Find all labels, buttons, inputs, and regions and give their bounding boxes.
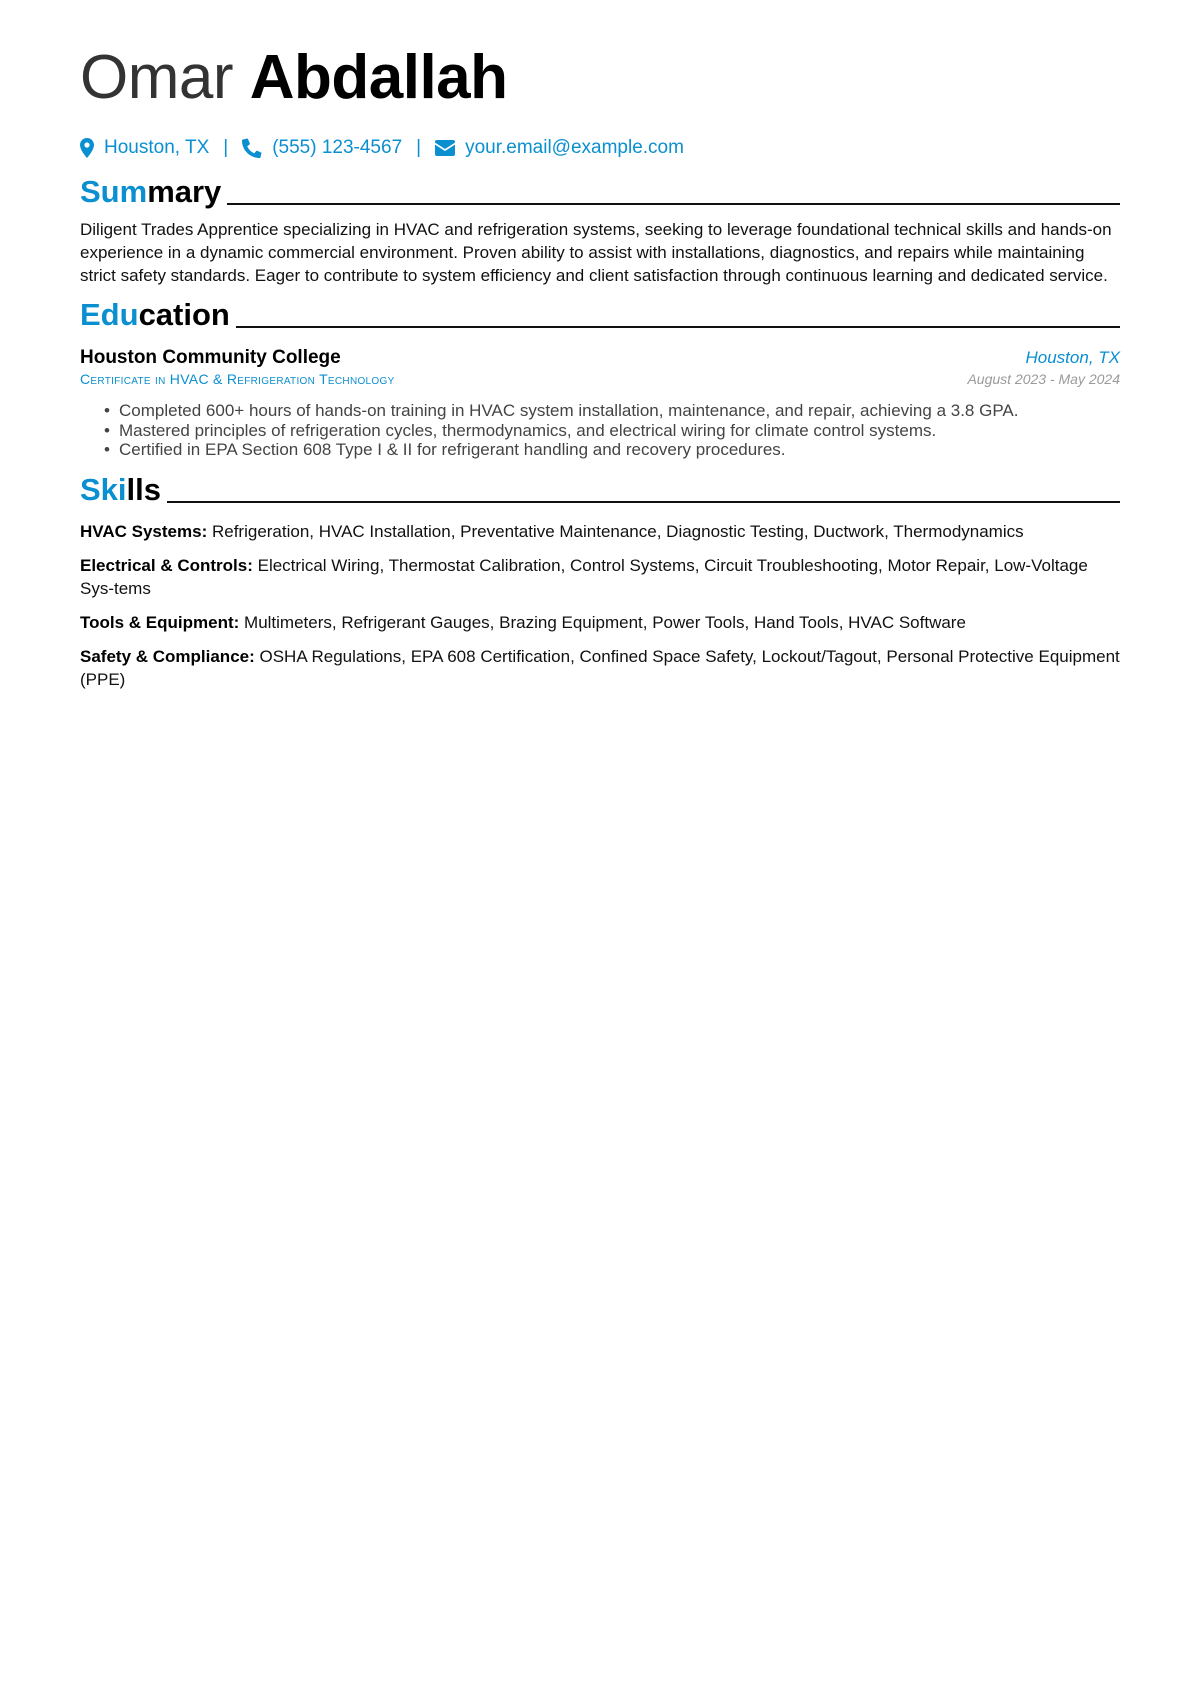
education-heading [80, 293, 1120, 333]
section-title-accent: Sum [80, 174, 148, 209]
skills-heading [80, 468, 1120, 508]
bullet-dot: • [104, 401, 110, 420]
skill-category: HVAC Systems: [80, 521, 208, 541]
skill-category: Tools & Equipment: [80, 612, 240, 632]
education-row-secondary [80, 371, 1120, 387]
skill-values: Multimeters, Refrigerant Gauges, Brazing Equipment, Power Tools, Hand Tools, HVAC Software [244, 612, 966, 632]
section-rule [167, 501, 1120, 503]
section-rule [227, 203, 1120, 205]
section-title [80, 297, 230, 333]
section-title-rest: cation [138, 297, 230, 332]
skill-values: Electrical Wiring, Thermostat Calibration, Control Systems, Circuit Troubleshooting, Motor Repair, Low-Voltage Sys-tems [80, 555, 1088, 598]
list-item [104, 401, 1120, 421]
school-name: Houston Community College [80, 347, 341, 368]
skill-category: Safety & Compliance: [80, 646, 255, 666]
section-title [80, 174, 221, 210]
education-row-primary [80, 347, 1120, 369]
summary-text: Diligent Trades Apprentice specializing in HVAC and refrigeration systems, seeking to leverage foundational technical skills and hands-on experience in a dynamic commercial environment. Proven ability to assist with installations, diagnostics, and repairs while maintaining strict safety standards. Eager to contribute to system efficiency and client satisfaction through continuous learning and dedicated service. [80, 220, 1112, 285]
contact-separator: | [223, 137, 229, 158]
skill-values: Refrigeration, HVAC Installation, Preventative Maintenance, Diagnostic Testing, Ductwork, Thermodynamics [211, 521, 1024, 541]
section-title-accent: Edu [80, 297, 139, 332]
contact-separator: | [416, 137, 422, 158]
section-title-rest: mary [147, 174, 222, 209]
education-location: Houston, TX [1025, 348, 1120, 367]
skill-row [80, 554, 1120, 600]
contact-bar [80, 134, 1120, 162]
phone-icon [242, 138, 262, 158]
skill-category: Electrical & Controls: [80, 555, 253, 575]
candidate-name [80, 38, 1120, 118]
skill-values: OSHA Regulations, EPA 608 Certification, Confined Space Safety, Lockout/Tagout, Personal Protective Equipment (PPE) [80, 646, 1120, 689]
education-bullets [80, 401, 1120, 460]
list-item [104, 421, 1120, 441]
contact-email[interactable] [435, 137, 684, 159]
list-item [104, 440, 1120, 460]
first-name: Omar [80, 43, 233, 112]
section-title [80, 472, 161, 508]
resume-page [80, 38, 1120, 702]
skill-row [80, 645, 1120, 691]
skill-row [80, 520, 1120, 543]
education-entry [80, 347, 1120, 460]
bullet-text: Mastered principles of refrigeration cycles, thermodynamics, and electrical wiring for climate control systems. [119, 420, 937, 440]
degree-title: Certificate in HVAC & Refrigeration Technology [80, 371, 395, 387]
education-dates: August 2023 - May 2024 [967, 371, 1120, 387]
section-title-rest: lls [126, 471, 161, 507]
skills-list [80, 520, 1120, 691]
bullet-text: Certified in EPA Section 608 Type I & II for refrigerant handling and recovery procedures. [119, 440, 786, 459]
location-text: Houston, TX [104, 137, 210, 158]
bullet-dot: • [104, 420, 110, 440]
bullet-text: Completed 600+ hours of hands-on training in HVAC system installation, maintenance, and repair, achieving a 3.8 GPA. [119, 401, 1019, 420]
phone-text: (555) 123-4567 [272, 137, 403, 158]
email-text: your.email@example.com [465, 137, 684, 158]
bullet-dot: • [104, 440, 110, 459]
skill-row [80, 611, 1120, 634]
contact-location [80, 137, 209, 159]
envelope-icon [435, 140, 455, 156]
section-title-accent: Ski [80, 471, 127, 507]
summary-heading [80, 170, 1120, 210]
map-marker-icon [80, 138, 94, 158]
section-rule [236, 326, 1120, 328]
last-name: Abdallah [249, 43, 508, 112]
contact-phone[interactable] [242, 137, 402, 159]
